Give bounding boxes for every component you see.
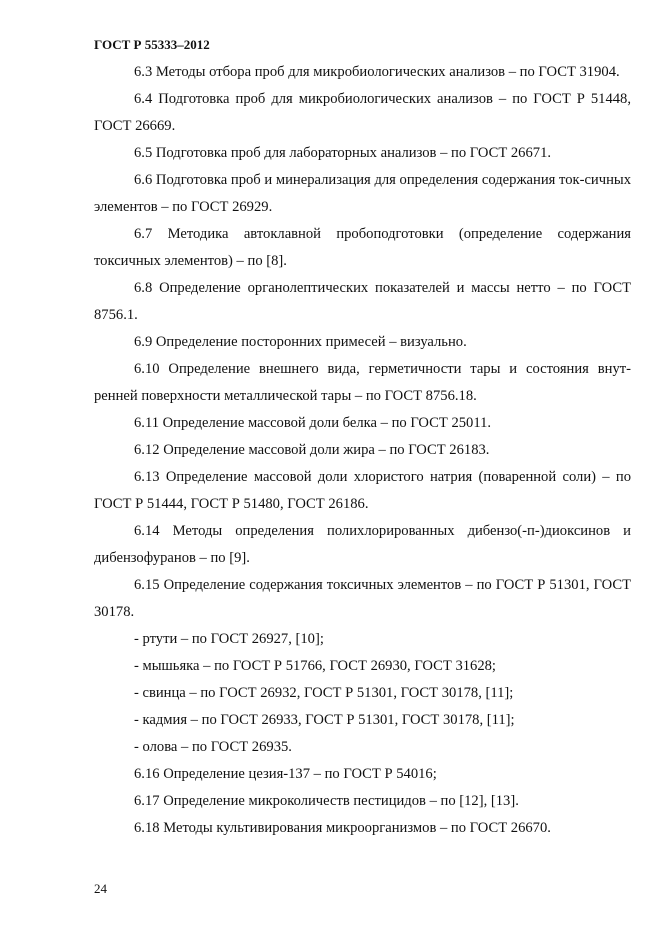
paragraph-6-9: 6.9 Определение посторонних примесей – визуально. [134,334,467,350]
paragraph-6-11: 6.11 Определение массовой доли белка – по ГОСТ 25011. [134,415,492,431]
paragraph-6-5: 6.5 Подготовка проб для лабораторных анализов – по ГОСТ 26671. [134,145,552,161]
paragraph-6-8: 6.8 Определение органолептических показателей и массы нетто – по ГОСТ 8756.1. [94,280,631,323]
list-item-cadmium: - кадмия – по ГОСТ 26933, ГОСТ Р 51301, ГОСТ 30178, [11]; [134,712,515,728]
paragraph-6-3: 6.3 Методы отбора проб для микробиологических анализов – по ГОСТ 31904. [134,64,620,80]
paragraph-6-17: 6.17 Определение микроколичеств пестицидов – по [12], [13]. [134,793,519,809]
paragraph-6-14: 6.14 Методы определения полихлорированных дибензо(-п-)диоксинов и дибензофуранов – по [9]. [94,523,631,566]
paragraph-6-13: 6.13 Определение массовой доли хлористого натрия (поваренной соли) – по ГОСТ Р 51444, ГОСТ Р 51480, ГОСТ 26186. [94,469,631,512]
paragraph-6-7: 6.7 Методика автоклавной пробоподготовки (определение содержания токсичных элементов) – по [8]. [94,226,631,269]
paragraph-6-10: 6.10 Определение внешнего вида, герметичности тары и состояния внут-ренней поверхности металлической тары – по ГОСТ 8756.18. [94,361,631,404]
paragraph-6-4: 6.4 Подготовка проб для микробиологических анализов – по ГОСТ Р 51448, ГОСТ 26669. [94,91,631,134]
list-item-arsenic: - мышьяка – по ГОСТ Р 51766, ГОСТ 26930, ГОСТ 31628; [134,658,496,674]
list-item-mercury: - ртути – по ГОСТ 26927, [10]; [134,631,324,647]
paragraph-6-18: 6.18 Методы культивирования микроорганизмов – по ГОСТ 26670. [134,820,551,836]
paragraph-6-12: 6.12 Определение массовой доли жира – по ГОСТ 26183. [134,442,490,458]
list-item-tin: - олова – по ГОСТ 26935. [134,739,292,755]
toxic-elements-list [94,626,631,761]
paragraph-6-15: 6.15 Определение содержания токсичных элементов – по ГОСТ Р 51301, ГОСТ 30178. [94,577,631,620]
page-content [94,59,631,842]
standard-header: ГОСТ Р 55333–2012 [94,37,210,52]
paragraph-6-6: 6.6 Подготовка проб и минерализация для определения содержания ток-сичных элементов – по ГОСТ 26929. [94,172,631,215]
paragraph-6-16: 6.16 Определение цезия-137 – по ГОСТ Р 54016; [134,766,437,782]
page-number: 24 [94,881,107,896]
list-item-lead: - свинца – по ГОСТ 26932, ГОСТ Р 51301, ГОСТ 30178, [11]; [134,685,514,701]
